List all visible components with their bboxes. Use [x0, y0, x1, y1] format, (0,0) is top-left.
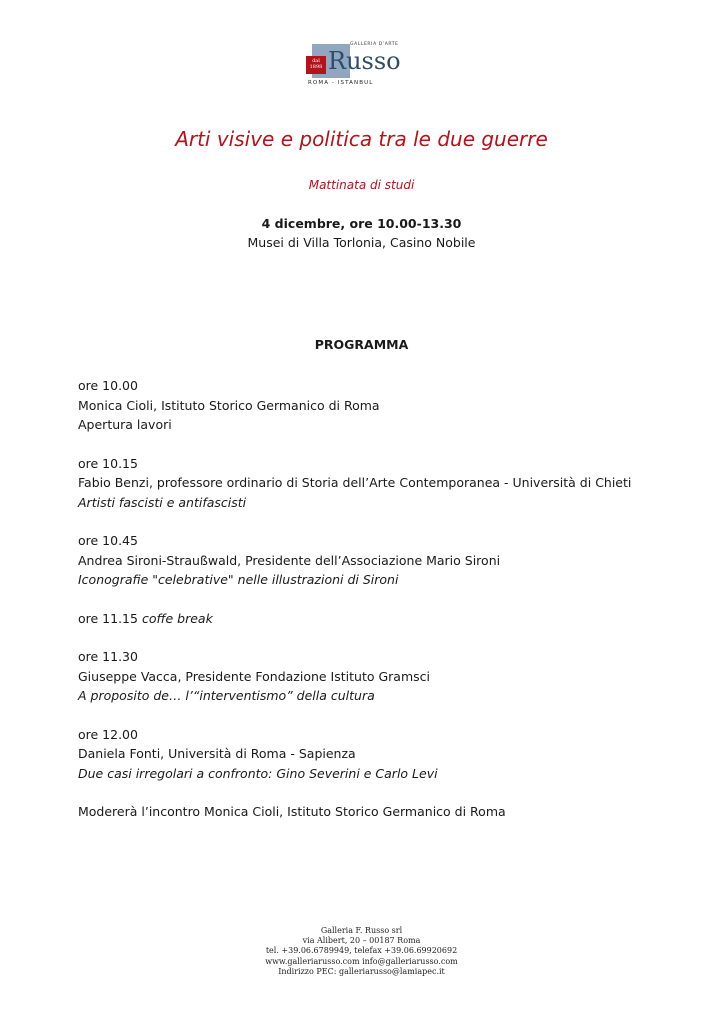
item-speaker: Andrea Sironi-Straußwald, Presidente dell’Associazione Mario Sironi	[78, 552, 501, 568]
footer-phone: tel. +39.06.6789949, telefax +39.06.69920692	[265, 946, 458, 956]
item-topic: Artisti fascisti e antifascisti	[78, 494, 247, 510]
program-item	[78, 454, 698, 513]
logo-red-badge	[306, 56, 326, 74]
item-speaker: Giuseppe Vacca, Presidente Fondazione Istituto Gramsci	[78, 668, 430, 684]
item-time: ore 10.00	[78, 378, 138, 393]
item-speaker: Daniela Fonti, Università di Roma - Sapienza	[78, 746, 356, 761]
item-time: ore 11.15	[78, 610, 138, 626]
item-time: ore 12.00	[78, 726, 138, 742]
logo-locations: ROMA - ISTANBUL	[308, 80, 374, 86]
program-heading: PROGRAMMA	[314, 337, 409, 352]
program-item-break	[78, 609, 698, 629]
program-item	[78, 647, 698, 706]
footer-contact	[0, 926, 723, 977]
footer-company: Galleria F. Russo srl	[320, 926, 403, 935]
page-title: Arti visive e politica tra le due guerre	[175, 127, 548, 151]
program-body	[78, 376, 698, 841]
item-topic: Apertura lavori	[78, 417, 172, 432]
footer-pec: Indirizzo PEC: galleriarusso@lamiapec.it	[278, 966, 445, 976]
item-time: ore 10.15	[78, 455, 138, 471]
item-speaker: Fabio Benzi, professore ordinario di Storia dell’Arte Contemporanea - Università di Chieti	[78, 475, 632, 490]
moderator-note	[78, 802, 698, 822]
item-topic: A proposito de… l’“interventismo” della cultura	[78, 688, 375, 703]
program-item	[78, 531, 698, 590]
break-line	[78, 609, 698, 629]
break-label: coffe break	[141, 610, 213, 626]
item-topic: Iconografie "celebrative" nelle illustrazioni di Sironi	[78, 572, 399, 587]
footer-web-email: www.galleriarusso.com info@galleriarusso.com	[265, 956, 458, 966]
moderator-text: Modererà l’incontro Monica Cioli, Istituto Storico Germanico di Roma	[78, 804, 506, 819]
page-subtitle: Mattinata di studi	[308, 178, 415, 192]
footer-address: via Alibert, 20 – 00187 Roma	[302, 936, 421, 946]
item-time: ore 11.30	[78, 649, 138, 664]
logo-year: 1898	[309, 64, 323, 70]
gallery-logo	[306, 40, 401, 88]
event-venue: Musei di Villa Torlonia, Casino Nobile	[247, 235, 476, 250]
event-date: 4 dicembre, ore 10.00-13.30	[261, 216, 462, 231]
logo-wordmark: Russo	[328, 47, 401, 75]
item-topic: Due casi irregolari a confronto: Gino Severini e Carlo Levi	[78, 765, 438, 781]
program-item	[78, 376, 698, 435]
program-item	[78, 725, 698, 784]
logo-since: dal	[312, 58, 320, 64]
logo-small-text: GALLERIA D'ARTE	[350, 42, 399, 47]
item-time: ore 10.45	[78, 533, 138, 548]
item-speaker: Monica Cioli, Istituto Storico Germanico di Roma	[78, 397, 380, 413]
